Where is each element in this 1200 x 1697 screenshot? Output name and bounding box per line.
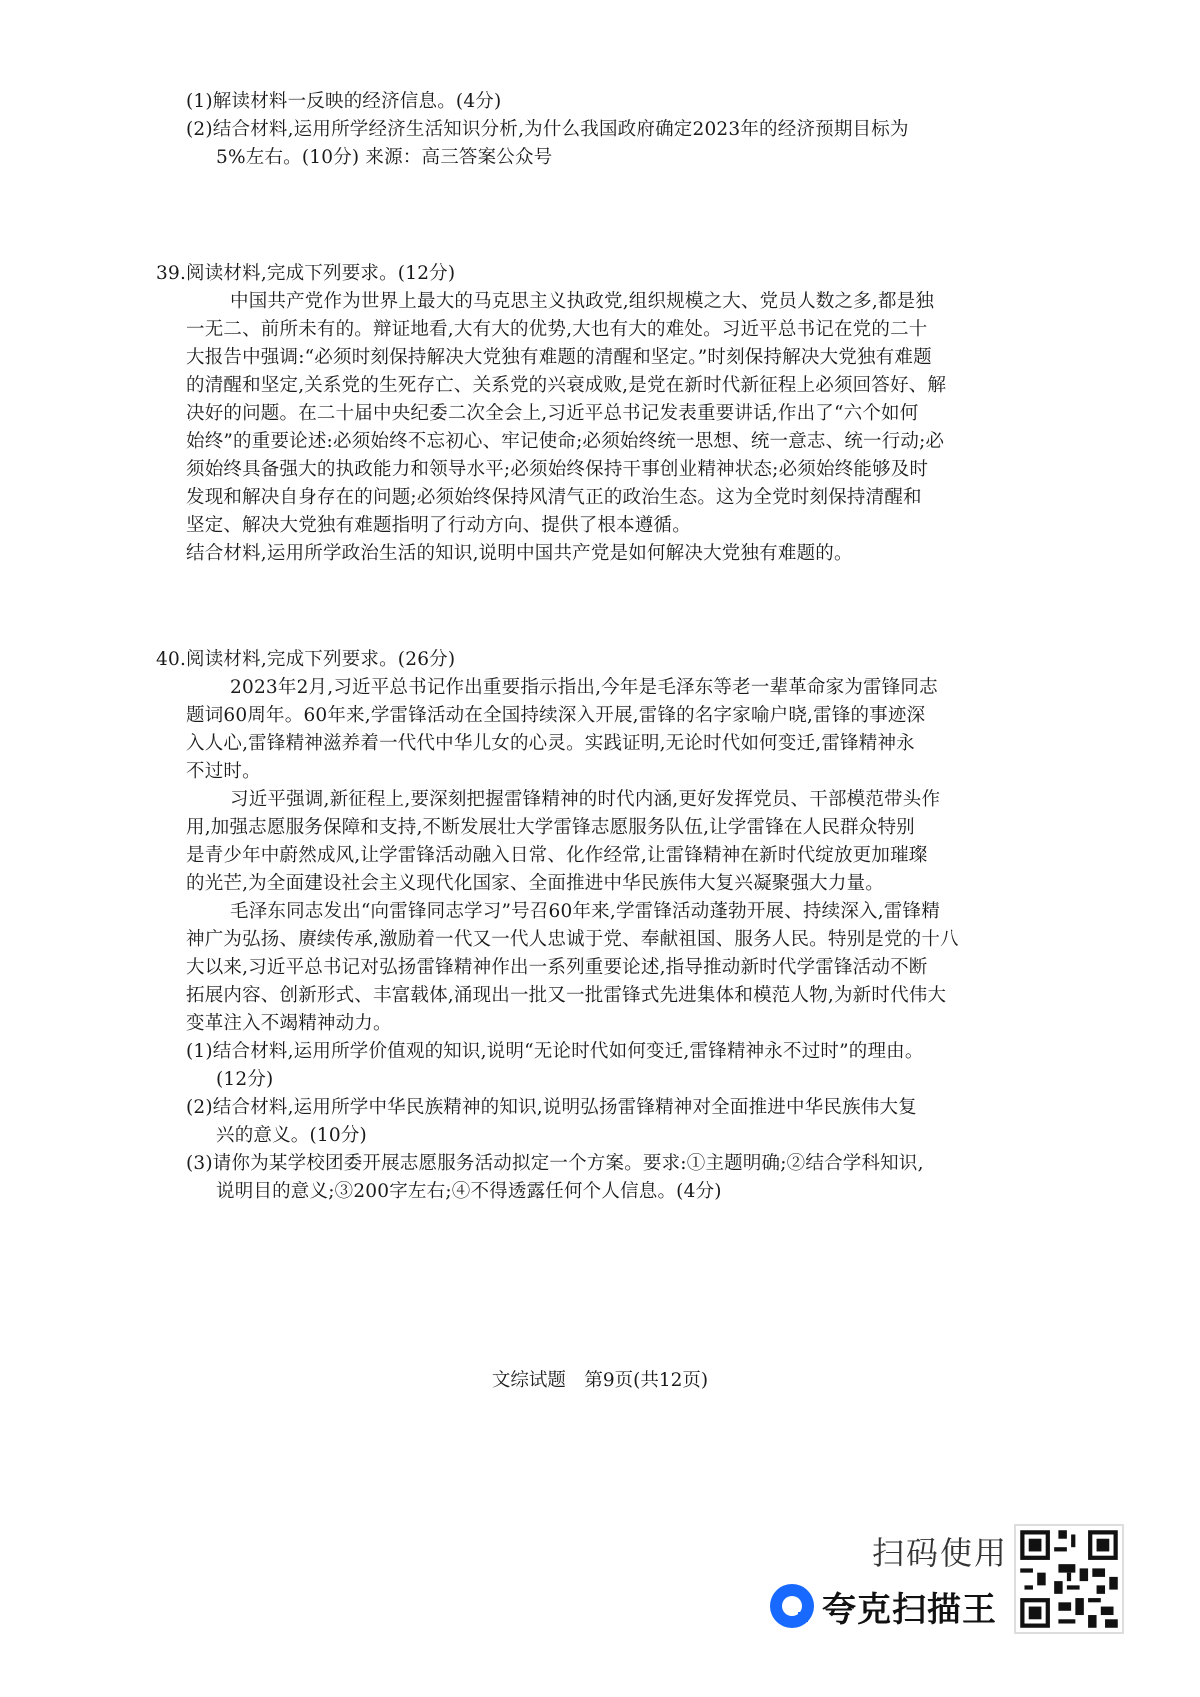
text-line: 神广为弘扬、赓续传承,激励着一代又一代人忠诚于党、奉献祖国、服务人民。特别是党的十八 xyxy=(186,929,959,950)
text-line: (1)结合材料,运用所学价值观的知识,说明“无论时代如何变迁,雷锋精神永不过时”的理由。 xyxy=(186,1041,924,1062)
text-line: 结合材料,运用所学政治生活的知识,说明中国共产党是如何解决大党独有难题的。 xyxy=(186,543,853,564)
qr-code-icon[interactable] xyxy=(1014,1524,1124,1634)
text-line: 始终”的重要论述:必须始终不忘初心、牢记使命;必须始终统一思想、统一意志、统一行动;必 xyxy=(186,431,945,452)
text-line: 说明目的意义;③200字左右;④不得透露任何个人信息。(4分) xyxy=(216,1181,722,1202)
brand-name: 夸克扫描王 xyxy=(822,1589,997,1630)
text-line: 大以来,习近平总书记对弘扬雷锋精神作出一系列重要论述,指导推动新时代学雷锋活动不断 xyxy=(186,957,928,978)
text-line: 习近平强调,新征程上,要深刻把握雷锋精神的时代内涵,更好发挥党员、干部模范带头作 xyxy=(230,789,941,810)
text-line: 发现和解决自身存在的问题;必须始终保持风清气正的政治生态。这为全党时刻保持清醒和 xyxy=(186,487,922,508)
text-line: 40.阅读材料,完成下列要求。(26分) xyxy=(156,649,456,670)
text-line: 拓展内容、创新形式、丰富载体,涌现出一批又一批雷锋式先进集体和模范人物,为新时代伟大 xyxy=(186,985,947,1006)
text-line: 兴的意义。(10分) xyxy=(216,1125,367,1146)
scan-label: 扫码使用 xyxy=(872,1534,1009,1572)
text-line: 坚定、解决大党独有难题指明了行动方向、提供了根本遵循。 xyxy=(186,515,691,536)
text-line: 39.阅读材料,完成下列要求。(12分) xyxy=(156,263,456,284)
text-line: 入人心,雷锋精神滋养着一代代中华儿女的心灵。实践证明,无论时代如何变迁,雷锋精神永 xyxy=(186,733,915,754)
text-line: 毛泽东同志发出“向雷锋同志学习”号召60年来,学雷锋活动蓬勃开展、持续深入,雷锋精 xyxy=(230,901,940,922)
text-line: (2)结合材料,运用所学中华民族精神的知识,说明弘扬雷锋精神对全面推进中华民族伟大复 xyxy=(186,1097,917,1118)
text-line: 不过时。 xyxy=(186,761,261,782)
text-line: 须始终具备强大的执政能力和领导水平;必须始终保持干事创业精神状态;必须始终能够及时 xyxy=(186,459,929,480)
page-footer: 文综试题 第9页(共12页) xyxy=(491,1370,709,1391)
text-line: (1)解读材料一反映的经济信息。(4分) xyxy=(186,91,502,112)
quark-logo-icon xyxy=(770,1584,814,1628)
text-line: 一无二、前所未有的。辩证地看,大有大的优势,大也有大的难处。习近平总书记在党的二十 xyxy=(186,319,928,340)
text-line: (3)请你为某学校团委开展志愿服务活动拟定一个方案。要求:①主题明确;②结合学科知识, xyxy=(186,1153,924,1174)
text-line: 变革注入不竭精神动力。 xyxy=(186,1013,392,1034)
brand-badge[interactable] xyxy=(770,1582,997,1630)
text-line: 2023年2月,习近平总书记作出重要指示指出,今年是毛泽东等老一辈革命家为雷锋同志 xyxy=(230,677,938,698)
text-line: 用,加强志愿服务保障和支持,不断发展壮大学雷锋志愿服务队伍,让学雷锋在人民群众特别 xyxy=(186,817,915,838)
text-line: (2)结合材料,运用所学经济生活知识分析,为什么我国政府确定2023年的经济预期目标为 xyxy=(186,119,909,140)
text-line: 是青少年中蔚然成风,让学雷锋活动融入日常、化作经常,让雷锋精神在新时代绽放更加璀璨 xyxy=(186,845,928,866)
text-line: (12分) xyxy=(216,1069,274,1090)
text-line: 的清醒和坚定,关系党的生死存亡、关系党的兴衰成败,是党在新时代新征程上必须回答好、解 xyxy=(186,375,947,396)
text-line: 大报告中强调:“必须时刻保持解决大党独有难题的清醒和坚定。”时刻保持解决大党独有难题 xyxy=(186,347,932,368)
text-line: 5%左右。(10分) 来源：高三答案公众号 xyxy=(216,147,553,168)
text-line: 决好的问题。在二十届中央纪委二次全会上,习近平总书记发表重要讲话,作出了“六个如何 xyxy=(186,403,919,424)
text-line: 的光芒,为全面建设社会主义现代化国家、全面推进中华民族伟大复兴凝聚强大力量。 xyxy=(186,873,884,894)
text-line: 题词60周年。60年来,学雷锋活动在全国持续深入开展,雷锋的名字家喻户晓,雷锋的事迹深 xyxy=(186,705,926,726)
text-line: 中国共产党作为世界上最大的马克思主义执政党,组织规模之大、党员人数之多,都是独 xyxy=(230,291,935,312)
